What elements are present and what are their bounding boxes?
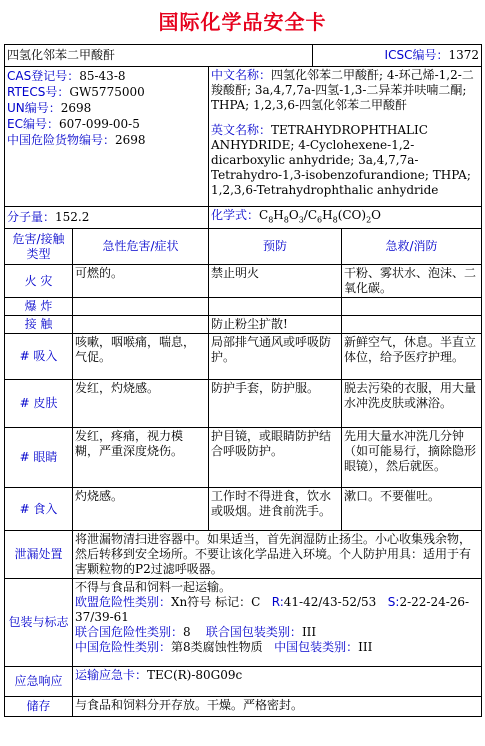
eu-classification: 欧盟危险性类别：Xn符号 标记：C R:41-42/43-52/53 S:2-22-24-26-37/39-61 [75,595,470,625]
hazard-row [5,380,482,428]
hazard-first-aid: 漱口。不要催吐。 [342,488,482,531]
hazard-symptoms: 灼烧感。 [73,488,209,531]
packaging-label: 包装与标志 [5,579,73,667]
hazard-type: 火 灾 [5,265,73,298]
hazard-header-row [5,229,482,265]
china-dangerous-goods-number: 中国危险货物编号：2698 [7,133,146,147]
icsc-number [313,45,482,67]
storage-label: 储存 [5,697,73,717]
un-number: UN编号：2698 [7,101,92,115]
english-name: 英文名称：TETRAHYDROPHTHALIC ANHYDRIDE; 4-Cyclohexene-1,2-dicarboxylic anhydride; 3a,4,7,7a-Tetrahydro-1,3-isobenzofurandione; THPA; 1,2,3,6-Tetrahydrophthalic anhydride [211,123,471,197]
icsc-label: ICSC编号： [384,48,449,62]
first-aid-header: 急救/消防 [342,229,482,265]
packaging-details [73,579,482,667]
emergency-label: 应急响应 [5,667,73,697]
hazard-row [5,334,482,380]
ec-number: EC编号：607-099-00-5 [7,117,140,131]
hazard-prevention: 局部排气通风或呼吸防护。 [209,334,342,380]
hazard-first-aid: 先用大量水冲洗几分钟（如可能易行，摘除隐形眼镜），然后就医。 [342,428,482,488]
prevention-header: 预防 [209,229,342,265]
hazard-prevention: 防护手套，防护服。 [209,380,342,428]
hazard-symptoms: 发红，灼烧感。 [73,380,209,428]
hazard-row [5,488,482,531]
china-classification: 中国危险性类别：第8类腐蚀性物质 中国包装类别：III [75,640,373,655]
hazard-prevention: 防止粉尘扩散! [209,316,342,334]
spill-text: 将泄漏物清扫进容器中。如果适当，首先润湿防止扬尘。小心收集残余物，然后转移到安全场所。不要让该化学品进入环境。个人防护用具：适用于有害颗粒物的P2过滤呼吸器。 [73,531,482,579]
hazard-symptoms: 咳嗽，咽喉痛，喘息，气促。 [73,334,209,380]
hazard-symptoms [73,298,209,316]
hazard-first-aid: 脱去污染的衣服，用大量水冲洗皮肤或淋浴。 [342,380,482,428]
hazard-type: 接 触 [5,316,73,334]
spill-label: 泄漏处置 [5,531,73,579]
emergency-card: 运输应急卡：TEC(R)-80G09c [73,667,482,697]
hazard-symptoms [73,316,209,334]
rtecs-number: RTECS号：GW5775000 [7,85,145,99]
page-title: 国际化学品安全卡 [158,10,327,34]
hazard-symptoms: 发红，疼痛，视力模糊，严重深度烧伤。 [73,428,209,488]
hazard-type: 爆 炸 [5,298,73,316]
hazard-type: # 吸入 [5,334,73,380]
hazard-first-aid: 干粉、雾状水、泡沫、二氧化碳。 [342,265,482,298]
header-row [5,45,482,67]
cas-number: CAS登记号：85-43-8 [7,69,126,83]
hazard-prevention: 工作时不得进食，饮水或吸烟。进食前洗手。 [209,488,342,531]
hazard-first-aid [342,316,482,334]
spill-row [5,531,482,579]
identifier-list [5,67,209,207]
hazard-prevention [209,298,342,316]
icsc-value: 1372 [448,48,480,62]
hazard-first-aid: 新鲜空气，休息。半直立体位，给予医疗护理。 [342,334,482,380]
hazard-type: # 皮肤 [5,380,73,428]
storage-text: 与食品和饲料分开存放。干燥。严格密封。 [73,697,482,717]
molecular-weight: 分子量：152.2 [5,207,209,229]
hazard-type-header: 危害/接触类型 [5,229,73,265]
hazard-first-aid [342,298,482,316]
hazard-row [5,428,482,488]
hazard-row [5,316,482,334]
hazard-type: # 食入 [5,488,73,531]
hazard-row [5,298,482,316]
chemical-formula: 化学式：$C_8H_8O_3/C_6H_8(CO)_2O$ [209,207,482,229]
symptoms-header: 急性危害/症状 [73,229,209,265]
identifiers-row [5,67,482,207]
hazard-prevention: 护目镜，或眼睛防护结合呼吸防护。 [209,428,342,488]
storage-row [5,697,482,717]
formula-text: $C_8H_8O_3/C_6H_8(CO)_2O$ [259,208,382,225]
hazard-prevention: 禁止明火 [209,265,342,298]
formula-row [5,207,482,229]
names-cell [209,67,482,207]
emergency-row [5,667,482,697]
packaging-row [5,579,482,667]
hazard-row [5,265,482,298]
chemical-name: 四氢化邻苯二甲酸酐 [5,45,313,67]
packaging-transport-note: 不得与食品和饲料一起运输。 [75,580,232,595]
un-classification: 联合国危险性类别：8 联合国包装类别：III [75,625,317,640]
hazard-type: # 眼睛 [5,428,73,488]
chinese-name: 中文名称：四氢化邻苯二甲酸酐; 4-环己烯-1,2-二羧酸酐; 3a,4,7,7a-四氢-1,3-二异苯并呋喃二酮; THPA; 1,2,3,6-四氢化邻苯二甲酸酐 [211,68,474,112]
safety-card-table [4,44,482,717]
hazard-symptoms: 可燃的。 [73,265,209,298]
